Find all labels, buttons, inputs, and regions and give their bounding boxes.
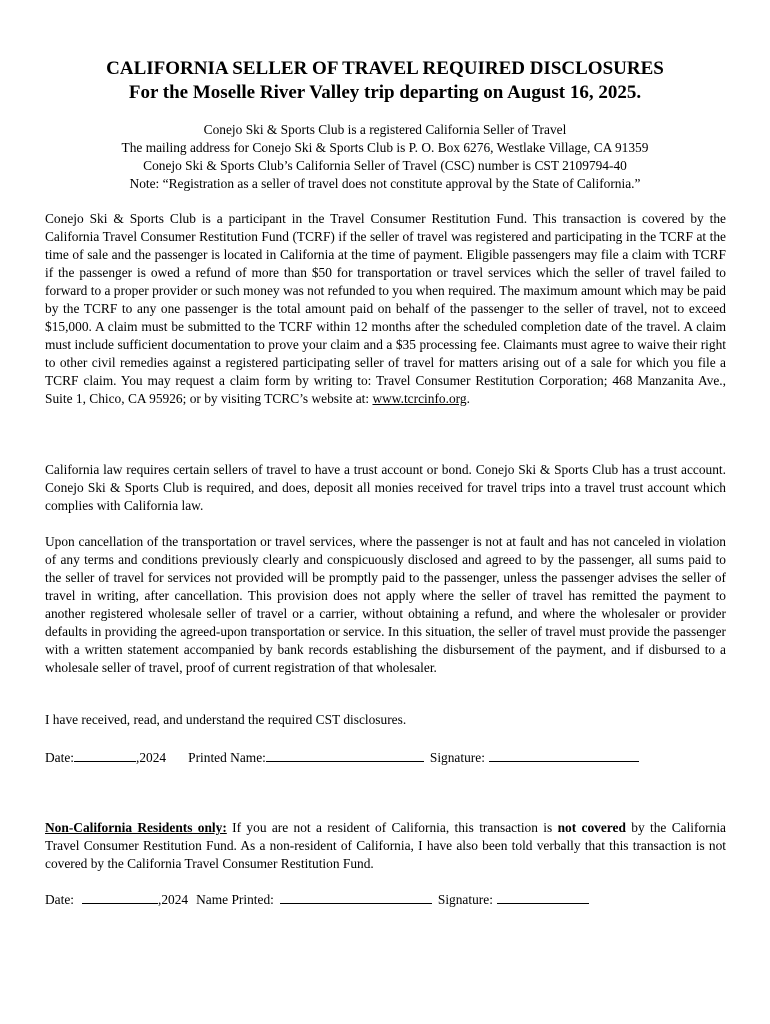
registration-line: Conejo Ski & Sports Club is a registered California Seller of Travel — [203, 122, 567, 137]
tcrf-paragraph — [45, 210, 726, 408]
acknowledgement-text: I have received, read, and understand the required CST disclosures. — [45, 712, 407, 727]
signature-row-non-residents — [45, 889, 589, 909]
signature-field-2[interactable] — [497, 889, 589, 904]
date-year: ,2024 — [136, 750, 167, 765]
mailing-address-line: The mailing address for Conejo Ski & Sports Club is P. O. Box 6276, Westlake Village, CA 91359 — [121, 140, 649, 155]
date-year-2: ,2024 — [158, 892, 189, 907]
signature-field[interactable] — [489, 747, 639, 762]
document-title: CALIFORNIA SELLER OF TRAVEL REQUIRED DISCLOSURES — [106, 58, 664, 79]
name-printed-label: Name Printed: — [196, 892, 274, 907]
csc-number-line: Conejo Ski & Sports Club’s California Seller of Travel (CSC) number is CST 2109794-40 — [143, 158, 627, 173]
not-covered-phrase: not covered — [557, 820, 626, 835]
registration-note-line: Note: “Registration as a seller of travel does not constitute approval by the State of California.” — [129, 176, 641, 191]
signature-row-residents — [45, 747, 639, 767]
date-field[interactable] — [74, 747, 136, 762]
trust-account-paragraph: California law requires certain sellers of travel to have a trust account or bond. Conejo Ski & Sports Club has a trust account. Conejo Ski & Sports Club is required, and does, deposit all monies received for travel trips into a travel trust account which complies with California law. — [45, 462, 726, 513]
non-california-text-after: by the California Travel Consumer Restitution Fund. As a non-resident of California, I have also been told verbally that this transaction is not covered by the California Travel Consumer Restitution Fund. — [45, 820, 726, 871]
tcrf-text: Conejo Ski & Sports Club is a participant in the Travel Consumer Restitution Fund. This transaction is covered by the California Travel Consumer Restitution Fund (TCRF) if the seller of travel was registered and participating in the TCRF at the time of sale and the passenger is located in California at the time of payment. Eligible passengers may file a claim with TCRF if the passenger is owed a refund of more than $50 for transportation or travel services which the seller of travel failed to forward to a proper provider or such money was not refunded to you when required. The maximum amount which may be paid by the TCRF to any one passenger is the total amount paid on behalf of the passenger to the seller of travel, not to exceed $15,000. A claim must be submitted to the TCRF within 12 months after the scheduled completion date of the travel. A claim must include sufficient documentation to prove your claim and a $35 processing fee. Claimants must agree to waive their right to other civil remedies against a registered participating seller of travel for matters arising out of a sale for which you file a TCRF claim. You may request a claim form by writing to: Travel Consumer Restitution Corporation; 468 Manzanita Ave., Suite 1, Chico, CA 95926; or by visiting TCRC’s website at: — [45, 211, 726, 406]
printed-name-label: Printed Name: — [188, 750, 266, 765]
name-printed-field[interactable] — [280, 889, 432, 904]
non-california-heading: Non-California Residents only: — [45, 820, 227, 835]
tcrf-end: . — [466, 391, 470, 406]
printed-name-field[interactable] — [266, 747, 424, 762]
signature-label-2: Signature: — [437, 892, 493, 907]
date-label: Date: — [45, 750, 74, 765]
tcrc-website-link[interactable]: www.tcrcinfo.org — [372, 391, 467, 406]
document-subtitle: For the Moselle River Valley trip departing on August 16, 2025. — [128, 82, 642, 103]
signature-label: Signature: — [429, 750, 485, 765]
date-label-2: Date: — [45, 892, 74, 907]
date-field-2[interactable] — [82, 889, 158, 904]
seller-info-block — [0, 121, 770, 193]
cancellation-paragraph: Upon cancellation of the transportation or travel services, where the passenger is not at fault and has not canceled in violation of any terms and conditions previously clearly and conspicuously disclosed and agreed to by the passenger, all sums paid to the seller of travel for services not provided will be promptly paid to the passenger, unless the passenger advises the seller of travel in writing, after cancellation. This provision does not apply where the seller of travel has remitted the payment to another registered wholesale seller of travel or a carrier, without obtaining a refund, and where the wholesaler or provider defaults in providing the agreed-upon transportation or service. In this situation, the seller of travel must provide the passenger with a written statement accompanied by bank records establishing the disbursement of the payment, and if disbursed to a wholesale seller of travel, proof of current registration of that wholesaler. — [45, 534, 726, 675]
non-california-paragraph — [45, 819, 726, 873]
non-california-text-before: If you are not a resident of California, this transaction is — [226, 820, 558, 835]
